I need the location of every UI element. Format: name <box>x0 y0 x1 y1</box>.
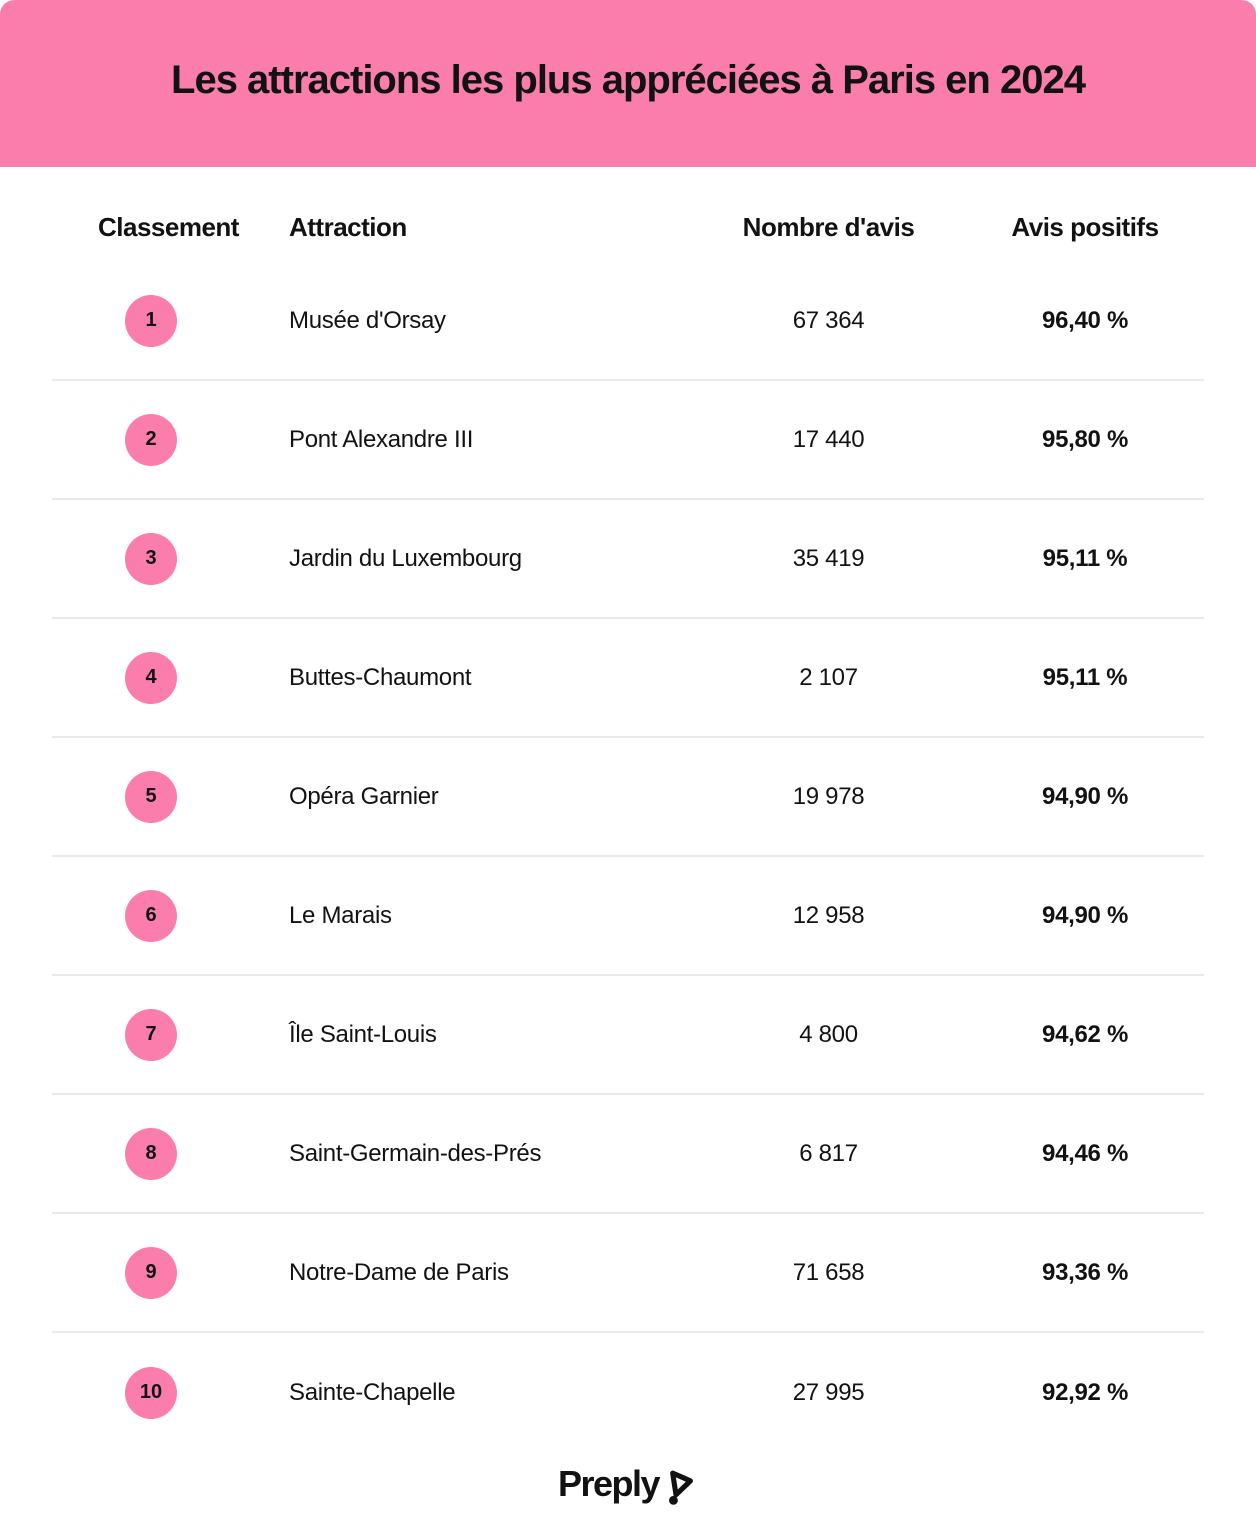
rank-badge: 1 <box>125 295 177 347</box>
positive-cell: 94,46 % <box>1042 1139 1128 1167</box>
rank-cell <box>52 1367 289 1419</box>
table-row <box>52 1333 1204 1452</box>
reviews-cell: 6 817 <box>799 1139 858 1167</box>
table-row <box>52 1214 1204 1333</box>
table-row <box>52 619 1204 738</box>
rank-badge: 9 <box>125 1247 177 1299</box>
reviews-cell: 4 800 <box>799 1020 858 1048</box>
preply-logo <box>557 1463 698 1508</box>
attraction-cell: Le Marais <box>289 901 392 929</box>
reviews-cell: 71 658 <box>792 1258 865 1286</box>
attraction-cell: Sainte-Chapelle <box>289 1378 456 1406</box>
rank-badge: 6 <box>125 890 177 942</box>
rank-cell <box>52 414 289 466</box>
rank-badge: 4 <box>125 652 177 704</box>
reviews-cell: 27 995 <box>792 1378 865 1406</box>
title-banner <box>0 0 1256 167</box>
table-row <box>52 857 1204 976</box>
reviews-cell: 2 107 <box>799 663 858 691</box>
attraction-cell: Opéra Garnier <box>289 782 439 810</box>
attraction-cell: Musée d'Orsay <box>289 306 446 334</box>
table-body <box>52 262 1204 1452</box>
rank-cell <box>52 295 289 347</box>
table-row <box>52 381 1204 500</box>
reviews-cell: 12 958 <box>792 901 865 929</box>
column-header-rank: Classement <box>98 212 239 242</box>
positive-cell: 94,90 % <box>1042 782 1128 810</box>
positive-cell: 93,36 % <box>1042 1258 1128 1286</box>
positive-cell: 96,40 % <box>1042 306 1128 334</box>
rank-cell <box>52 533 289 585</box>
table-row <box>52 500 1204 619</box>
table-row <box>52 1095 1204 1214</box>
rank-badge: 8 <box>125 1128 177 1180</box>
page-title: Les attractions les plus appréciées à Paris en 2024 <box>171 58 1085 102</box>
attraction-cell: Pont Alexandre III <box>289 425 474 453</box>
positive-cell: 92,92 % <box>1042 1378 1128 1406</box>
column-header-positive: Avis positifs <box>1011 212 1159 242</box>
positive-cell: 95,11 % <box>1042 663 1128 691</box>
footer <box>0 1452 1256 1536</box>
preply-logo-icon <box>664 1467 698 1507</box>
attraction-cell: Buttes-Chaumont <box>289 663 472 691</box>
rank-cell <box>52 652 289 704</box>
attractions-table <box>52 167 1204 1452</box>
rank-badge: 5 <box>125 771 177 823</box>
attraction-cell: Saint-Germain-des-Prés <box>289 1139 542 1167</box>
reviews-cell: 35 419 <box>792 544 865 572</box>
reviews-cell: 19 978 <box>792 782 865 810</box>
rank-cell <box>52 890 289 942</box>
table-header-row <box>52 167 1204 262</box>
positive-cell: 94,62 % <box>1042 1020 1128 1048</box>
column-header-reviews: Nombre d'avis <box>742 212 915 242</box>
table-row <box>52 738 1204 857</box>
positive-cell: 94,90 % <box>1042 901 1128 929</box>
rank-cell <box>52 771 289 823</box>
column-header-attraction: Attraction <box>289 212 407 242</box>
attraction-cell: Île Saint-Louis <box>289 1020 437 1048</box>
reviews-cell: 17 440 <box>792 425 865 453</box>
table-row <box>52 976 1204 1095</box>
rank-badge: 3 <box>125 533 177 585</box>
rank-cell <box>52 1128 289 1180</box>
positive-cell: 95,11 % <box>1042 544 1128 572</box>
rank-badge: 7 <box>125 1009 177 1061</box>
rank-badge: 10 <box>125 1367 177 1419</box>
table-row <box>52 262 1204 381</box>
positive-cell: 95,80 % <box>1042 425 1128 453</box>
rank-cell <box>52 1009 289 1061</box>
rank-badge: 2 <box>125 414 177 466</box>
rank-cell <box>52 1247 289 1299</box>
reviews-cell: 67 364 <box>792 306 865 334</box>
preply-wordmark: Preply <box>557 1463 660 1504</box>
attraction-cell: Jardin du Luxembourg <box>289 544 522 572</box>
attraction-cell: Notre-Dame de Paris <box>289 1258 509 1286</box>
